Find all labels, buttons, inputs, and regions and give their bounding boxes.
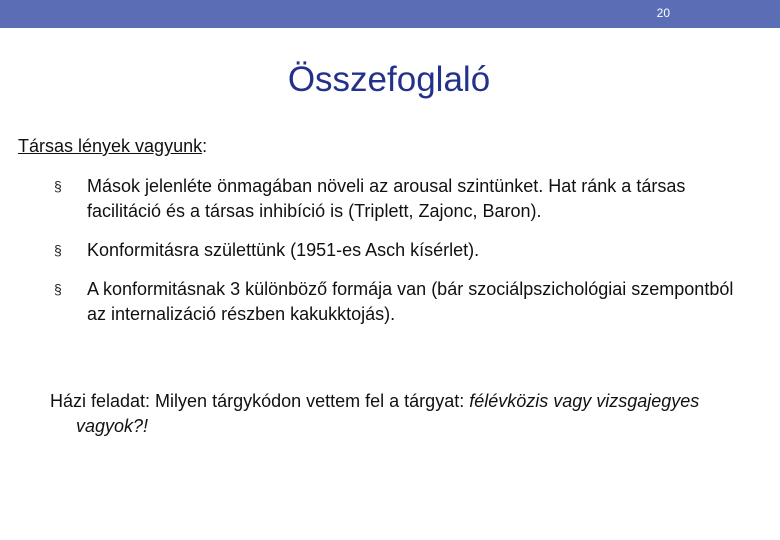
homework-question: félévközis vagy vizsgajegyes vagyok?! bbox=[76, 391, 700, 436]
list-item bbox=[54, 277, 734, 327]
list-item bbox=[54, 174, 734, 224]
page-number: 20 bbox=[656, 6, 670, 20]
bullet-marker-icon: § bbox=[54, 242, 62, 258]
list-item bbox=[54, 238, 734, 263]
bullet-text: Mások jelenléte önmagában növeli az arousal szintünket. Hat ránk a társas facilitáció és a társas inhibíció is (Triplett, Zajonc, Baron). bbox=[87, 176, 686, 221]
bullet-marker-icon: § bbox=[54, 281, 62, 297]
bullet-list bbox=[54, 174, 734, 341]
homework-paragraph bbox=[50, 389, 716, 439]
bullet-text: A konformitásnak 3 különböző formája van (bár szociálpszichológiai szempontból az internalizáció részben kakukktojás). bbox=[87, 279, 734, 324]
subtitle-text: Társas lények vagyunk bbox=[18, 136, 203, 156]
top-bar bbox=[0, 0, 780, 28]
subtitle-colon: : bbox=[202, 136, 208, 156]
bullet-marker-icon: § bbox=[54, 178, 62, 194]
slide-title-text: Összefoglaló bbox=[287, 60, 491, 99]
slide-subtitle bbox=[18, 136, 207, 157]
slide-title bbox=[0, 60, 780, 100]
bullet-text: Konformitásra születtünk (1951-es Asch kísérlet). bbox=[87, 240, 480, 260]
homework-label: Házi feladat: Milyen tárgykódon vettem fel a tárgyat: bbox=[50, 391, 470, 411]
